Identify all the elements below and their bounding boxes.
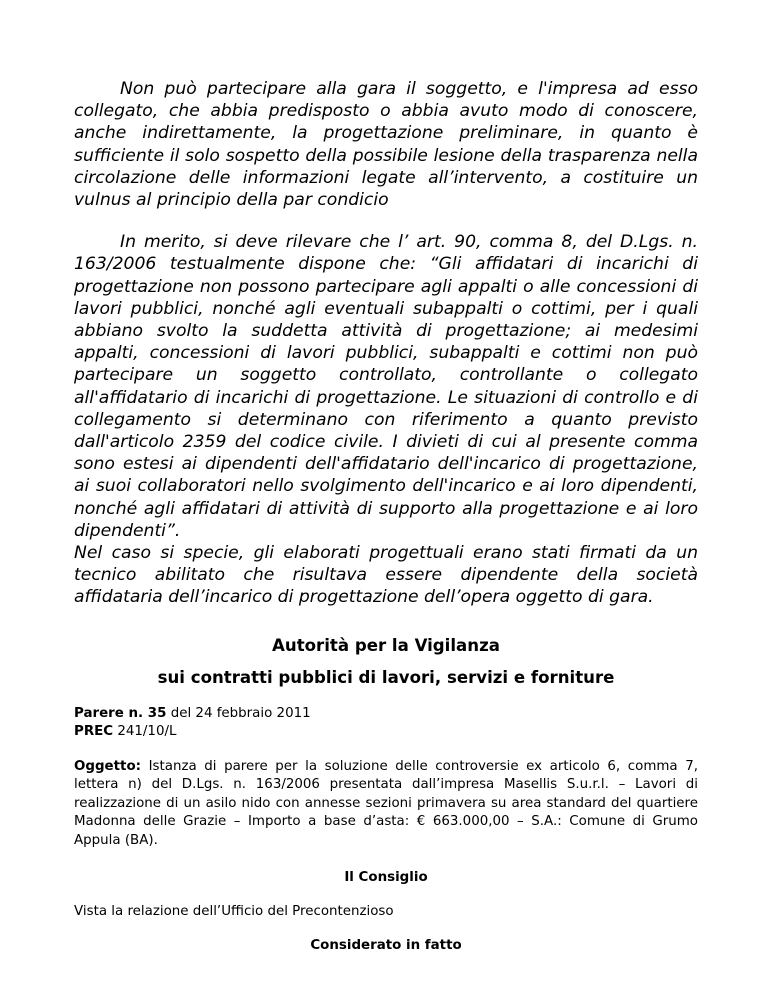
consiglio-heading: Il Consiglio — [344, 869, 428, 885]
paragraph-massima: Non può partecipare alla gara il soggetto, e l'impresa ad esso collegato, che abbia predisposto o abbia avuto modo di conoscere, anche indirettamente, la progettazione preliminare, in quanto è sufficiente il solo sospetto della possibile lesione della trasparenza nella circolazione delle informazioni legate all’intervento, a costituire un vulnus al principio della par condicio — [74, 79, 698, 211]
paragraph-in-merito: In merito, si deve rilevare che l’ art. 90, comma 8, del D.Lgs. n. 163/2006 testualmente dispone che: “Gli affidatari di incarichi di progettazione non possono partecipare agli appalti o alle concessioni di lavori pubblici, nonché agli eventuali subappalti o cottimi, per i quali abbiano svolto la suddetta attività di progettazione; ai medesimi appalti, concessioni di lavori pubblici, subappalti e cottimi non può partecipare un soggetto controllato, controllante o collegato all'affidatario di incarichi di progettazione. Le situazioni di controllo e di collegamento si determinano con riferimento a quanto previsto dall'articolo 2359 del codice civile. I divieti di cui al presente comma sono estesi ai dipendenti dell'affidatario dell'incarico di progettazione, ai suoi collaboratori nello svolgimento dell'incarico e ai loro dipendenti, nonché agli affidatari di attività di supporto alla progettazione e ai loro dipendenti”. — [74, 232, 698, 541]
authority-subheading: sui contratti pubblici di lavori, servizi e forniture — [157, 667, 615, 687]
authority-heading: Autorità per la Vigilanza — [272, 635, 500, 655]
paragraph-nel-caso: Nel caso si specie, gli elaborati progettuali erano stati firmati da un tecnico abilitato che risultava essere dipendente della società affidataria dell’incarico di progettazione dell’opera oggetto di gara. — [74, 543, 698, 608]
oggetto-text: Istanza di parere per la soluzione delle controversie ex articolo 6, comma 7, lettera n) del D.Lgs. n. 163/2006 presentata dall’impresa Masellis S.u.r.l. – Lavori di realizzazione di un asilo nido con annesse sezioni primavera su area standard del quartiere Madonna delle Grazie – Importo a base d’asta: € 663.000,00 – S.A.: Comune di Grumo Appula (BA). — [74, 758, 698, 849]
prec-number: 241/10/L — [113, 724, 177, 740]
prec-line — [74, 723, 698, 742]
oggetto-label: Oggetto: — [74, 758, 141, 774]
considerato-heading: Considerato in fatto — [310, 937, 462, 953]
parere-date: del 24 febbraio 2011 — [166, 705, 311, 721]
parere-label: Parere n. 35 — [74, 705, 167, 721]
oggetto-paragraph — [74, 758, 698, 851]
prec-label: PREC — [74, 724, 114, 740]
vista-line: Vista la relazione dell’Ufficio del Precontenzioso — [74, 903, 394, 919]
document-body — [74, 78, 698, 955]
reference-block — [74, 705, 698, 742]
parere-line — [74, 705, 698, 724]
